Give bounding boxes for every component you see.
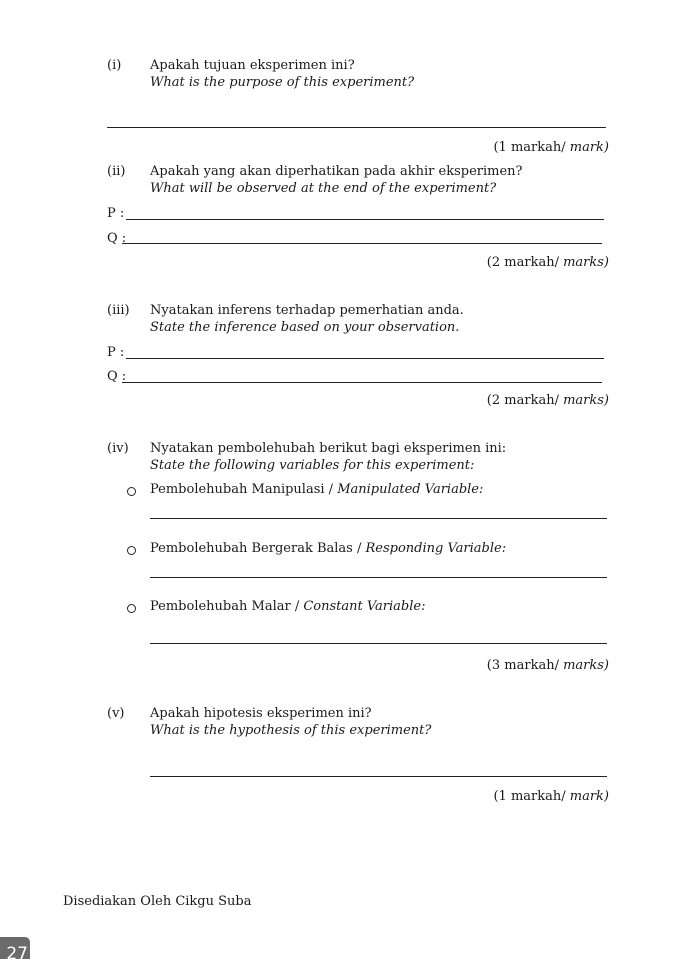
question-ii-english: What will be observed at the end of the experiment?	[150, 181, 497, 196]
answer-line-q-iii[interactable]	[122, 382, 602, 383]
question-number-i: (i)	[107, 58, 122, 73]
footer-credit: Disediakan Oleh Cikgu Suba	[63, 894, 252, 909]
variable-constant-malay: Pembolehubah Malar /	[150, 599, 304, 614]
answer-label-q-ii: Q :	[107, 231, 127, 246]
question-number-iii: (iii)	[107, 303, 130, 318]
marks-ii-en: marks)	[563, 255, 609, 270]
marks-iii	[487, 393, 609, 409]
bullet-icon	[127, 604, 136, 613]
question-number-ii: (ii)	[107, 164, 126, 179]
variable-responding-malay: Pembolehubah Bergerak Balas /	[150, 541, 366, 556]
marks-v-en: mark)	[569, 789, 609, 804]
bullet-icon	[127, 546, 136, 555]
bullet-icon	[127, 487, 136, 496]
variable-responding-english: Responding Variable:	[365, 541, 507, 556]
variable-responding	[150, 541, 506, 557]
variable-constant	[150, 599, 426, 615]
question-iii-malay: Nyatakan inferens terhadap pemerhatian anda.	[150, 303, 464, 318]
answer-label-q-iii: Q :	[107, 369, 127, 384]
answer-line-i[interactable]	[107, 127, 606, 128]
question-v-english: What is the hypothesis of this experiment?	[150, 723, 432, 738]
question-number-iv: (iv)	[107, 441, 129, 456]
variable-manipulated	[150, 482, 483, 498]
marks-iv-ms: (3 markah/	[486, 658, 564, 673]
marks-i-ms: (1 markah/	[493, 140, 570, 155]
page-number-tab: 27	[0, 937, 30, 959]
answer-label-p-iii: P :	[107, 345, 125, 360]
answer-line-constant[interactable]	[150, 643, 607, 644]
answer-line-q-ii[interactable]	[122, 243, 602, 244]
marks-v-ms: (1 markah/	[493, 789, 570, 804]
marks-i	[493, 140, 609, 156]
question-iv-english: State the following variables for this experiment:	[150, 458, 475, 473]
question-number-v: (v)	[107, 706, 125, 721]
question-ii-malay: Apakah yang akan diperhatikan pada akhir eksperimen?	[150, 164, 523, 179]
marks-ii	[487, 255, 609, 271]
answer-line-responding[interactable]	[150, 577, 607, 578]
answer-label-p-ii: P :	[107, 206, 125, 221]
marks-ii-ms: (2 markah/	[486, 255, 564, 270]
question-iii-english: State the inference based on your observation.	[150, 320, 460, 335]
answer-line-manipulated[interactable]	[150, 518, 607, 519]
variable-manipulated-malay: Pembolehubah Manipulasi /	[150, 482, 338, 497]
marks-iii-en: marks)	[563, 393, 609, 408]
question-i-english: What is the purpose of this experiment?	[150, 75, 415, 90]
question-iv-malay: Nyatakan pembolehubah berikut bagi eksperimen ini:	[150, 441, 507, 456]
variable-constant-english: Constant Variable:	[303, 599, 426, 614]
marks-iii-ms: (2 markah/	[486, 393, 564, 408]
answer-line-p-iii[interactable]	[126, 358, 604, 359]
variable-manipulated-english: Manipulated Variable:	[337, 482, 484, 497]
answer-line-v[interactable]	[150, 776, 607, 777]
marks-iv	[487, 658, 609, 674]
answer-line-p-ii[interactable]	[126, 219, 604, 220]
marks-iv-en: marks)	[563, 658, 609, 673]
marks-i-en: mark)	[569, 140, 609, 155]
question-v-malay: Apakah hipotesis eksperimen ini?	[150, 706, 372, 721]
marks-v	[493, 789, 609, 805]
question-i-malay: Apakah tujuan eksperimen ini?	[150, 58, 355, 73]
